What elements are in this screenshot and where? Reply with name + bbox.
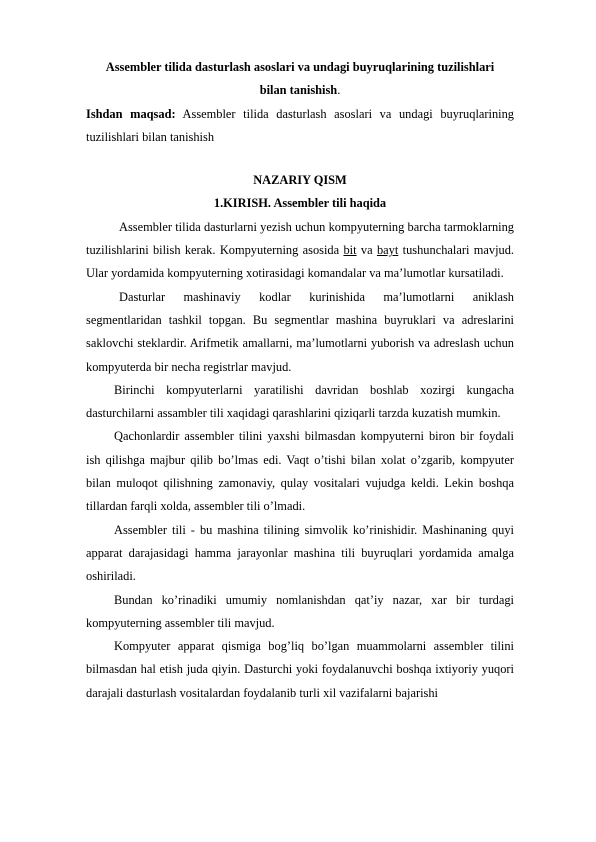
title-line-2: bilan tanishish (259, 83, 338, 98)
goal-text: Assembler tilida dasturlash asoslari va undagi buyruqlarining tuzilishlari bilan tanishish (86, 106, 514, 144)
title-line-1: Assembler tilida dasturlash asoslari va undagi buyruqlarining tuzilishlari (105, 60, 495, 74)
paragraph-4: Qachonlardir assembler tilini yaxshi bilmasdan kompyuterni biron bir foydali ish qilishga majbur qilib bo’lmas edi. Vaqt o’tishi bilan xolat o’zgarib, kompyuter bilan muloqot qilishning zamonaviy, qulay vositalari vujudga keldi. Lekin boshqa tillardan farqli xolda, assembler tili o’lmadi. (86, 429, 514, 514)
paragraph-1-part-3: tushunchalari mavjud. Ular yordamida kompyuterning xotirasidagi komandalar va ma’lumotlar kursatiladi. (86, 243, 515, 281)
paragraph-6: Bundan ko’rinadiki umumiy nomlanishdan qat’iy nazar, xar bir turdagi kompyuterning assembler tili mavjud. (86, 592, 514, 630)
paragraph-7: Kompyuter apparat qismiga bog’liq bo’lgan muammolarni assembler tilini bilmasdan hal etish juda qiyin. Dasturchi yoki foydalanuvchi boshqa ixtiyoriy yuqori darajali dasturlash vositalardan foydalanib turli xil vazifalarni bajarishi (86, 639, 514, 700)
paragraph-1-part-1: Assembler tilida dasturlarni yezish uchun kompyuterning barcha tarmoklarning tuzilishlarini bilish kerak. Kompyuterning asosida (86, 219, 514, 258)
paragraph-5: Assembler tili - bu mashina tilining simvolik ko’rinishidir. Mashinaning quyi apparat darajasidagi hamma jarayonlar mashina tili buyruqlari yordamida amalga oshiriladi. (86, 522, 514, 584)
paragraph-2: Dasturlar mashinaviy kodlar kurinishida ma’lumotlarni aniklash segmentlaridan tashkil topgan. Bu segmentlar mashina buyruklari va adreslarini saklovchi steklardir. Arifmetik amallarni, ma’lumotlarni yuborish va adreslash uchun kompyuterda bir necha registrlar mavjud. (86, 289, 514, 374)
paragraph-1-part-2: va (356, 243, 377, 258)
goal-label: Ishdan maqsad: (86, 106, 176, 121)
paragraph-3: Birinchi kompyuterlarni yaratilishi davridan boshlab xozirgi kungacha dasturchilarni assambler tili xaqidagi qarashlarini qiziqarli tarzda kuzatish mumkin. (86, 382, 514, 421)
title-period: . (337, 83, 341, 98)
spacer (86, 149, 514, 169)
subsection-title: 1.KIRISH. Assembler tili haqida (213, 196, 387, 211)
bit-link[interactable]: bit (343, 243, 357, 258)
document-title (86, 56, 514, 103)
bayt-link[interactable]: bayt (376, 243, 399, 258)
section-title: NAZARIY QISM (253, 173, 347, 188)
paragraph-1 (86, 216, 514, 286)
goal-paragraph (86, 103, 514, 150)
document-page (86, 56, 514, 705)
